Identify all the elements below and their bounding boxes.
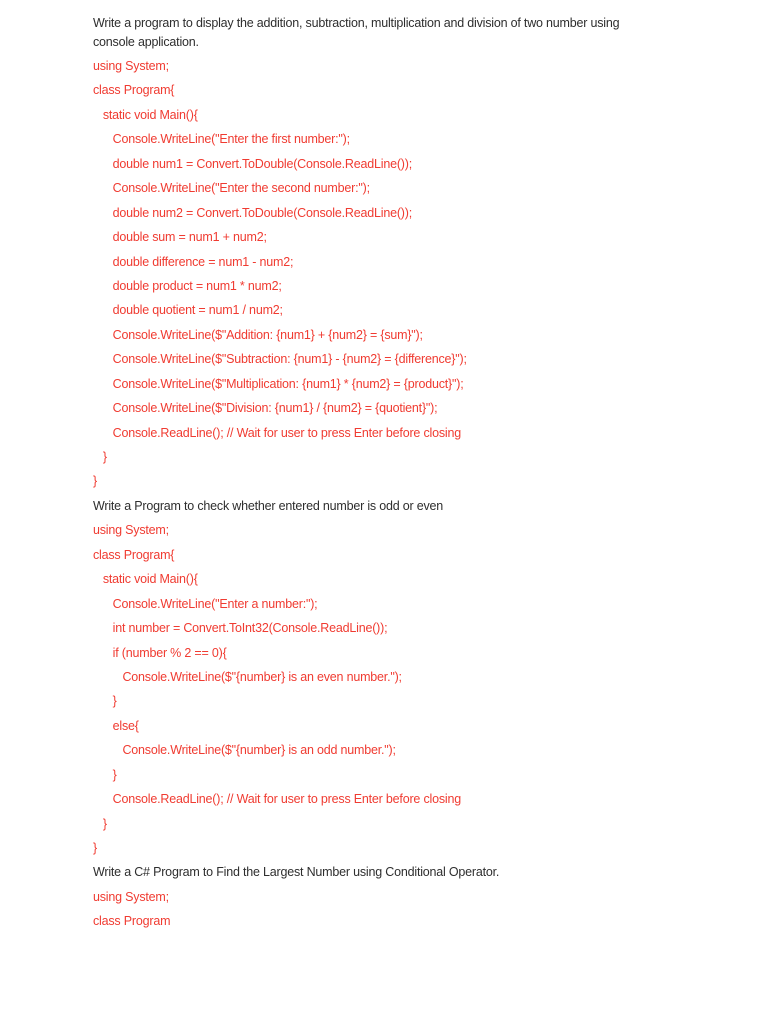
code-line: Console.ReadLine(); // Wait for user to press Enter before closing <box>93 425 461 440</box>
code-line: class Program{ <box>93 547 175 562</box>
code-line: Console.WriteLine($"{number} is an even number."); <box>93 669 402 684</box>
code-line: Console.WriteLine($"Subtraction: {num1} - {num2} = {difference}"); <box>93 352 467 367</box>
code-line: static void Main(){ <box>93 107 198 122</box>
code-line: Console.WriteLine("Enter the second number:"); <box>93 181 370 196</box>
code-line: } <box>93 450 107 465</box>
document-content <box>93 14 738 937</box>
code-line: Console.WriteLine($"Multiplication: {num1} * {num2} = {product}"); <box>93 376 464 391</box>
code-line: Console.WriteLine("Enter a number:"); <box>93 596 318 611</box>
heading-line: console application. <box>93 34 199 49</box>
code-line: static void Main(){ <box>93 572 198 587</box>
code-line: } <box>93 694 117 709</box>
code-line: } <box>93 816 107 831</box>
code-line: double product = num1 * num2; <box>93 278 282 293</box>
code-line: double quotient = num1 / num2; <box>93 303 283 318</box>
code-line: double difference = num1 - num2; <box>93 254 294 269</box>
code-line: int number = Convert.ToInt32(Console.ReadLine()); <box>93 621 388 636</box>
code-line: if (number % 2 == 0){ <box>93 645 227 660</box>
code-line: } <box>93 474 97 489</box>
code-line: double num1 = Convert.ToDouble(Console.ReadLine()); <box>93 156 412 171</box>
code-line: } <box>93 841 97 856</box>
code-line: Console.ReadLine(); // Wait for user to press Enter before closing <box>93 792 461 807</box>
code-line: class Program{ <box>93 83 175 98</box>
code-line: using System; <box>93 523 169 538</box>
code-line: Console.WriteLine($"Addition: {num1} + {num2} = {sum}"); <box>93 327 423 342</box>
heading-line: Write a Program to check whether entered number is odd or even <box>93 498 444 513</box>
code-line: } <box>93 767 117 782</box>
code-line: double num2 = Convert.ToDouble(Console.ReadLine()); <box>93 205 412 220</box>
code-line: using System; <box>93 889 169 904</box>
code-line: class Program <box>93 914 171 929</box>
heading-line: Write a C# Program to Find the Largest Number using Conditional Operator. <box>93 865 500 880</box>
code-line: Console.WriteLine("Enter the first number:"); <box>93 132 350 147</box>
heading-line: Write a program to display the addition, subtraction, multiplication and division of two number using <box>93 16 620 30</box>
code-line: Console.WriteLine($"Division: {num1} / {num2} = {quotient}"); <box>93 401 438 416</box>
code-line: else{ <box>93 718 139 733</box>
code-line: Console.WriteLine($"{number} is an odd number."); <box>93 743 396 758</box>
code-line: using System; <box>93 59 169 74</box>
code-line: double sum = num1 + num2; <box>93 230 267 245</box>
